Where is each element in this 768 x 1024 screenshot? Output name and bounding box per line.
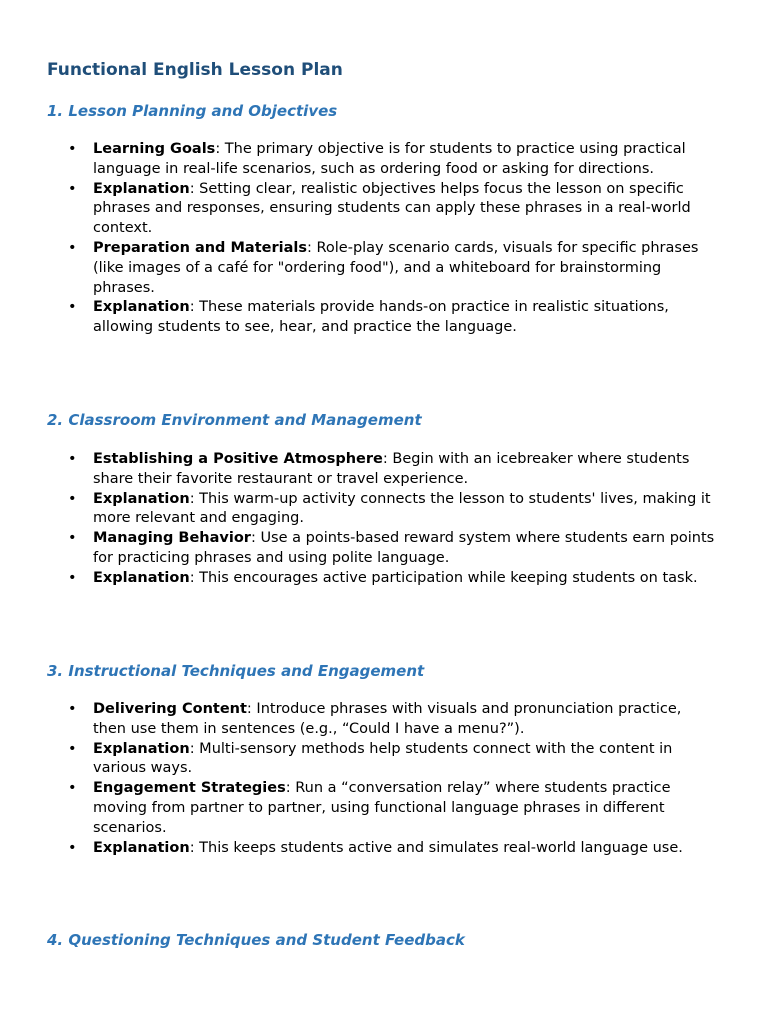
bullet-term: Establishing a Positive Atmosphere: [93, 451, 383, 467]
bullet-text: : This keeps students active and simulates real-world language use.: [189, 839, 683, 856]
bullet-term: Explanation: [93, 740, 190, 757]
bullet-term: Preparation and Materials: [93, 239, 307, 256]
bullet-text: : These materials provide hands-on practice in realistic situations, allowing students to see, hear, and practice the language.: [93, 299, 669, 336]
list-item: [47, 740, 717, 780]
bullet-term: Explanation: [93, 180, 190, 197]
bullet-text: : Setting clear, realistic objectives helps focus the lesson on specific phrases and responses, ensuring students can apply these phrases in a real-world context.: [93, 180, 691, 237]
bullet-icon: •: [68, 451, 77, 467]
section-list-instructional-techniques: [47, 700, 717, 858]
list-item: [47, 529, 717, 569]
document-title: Functional English Lesson Plan: [47, 60, 343, 80]
bullet-icon: •: [68, 530, 77, 547]
list-item: [47, 180, 717, 239]
list-item: [47, 239, 717, 298]
bullet-term: Engagement Strategies: [93, 780, 286, 797]
bullet-icon: •: [68, 239, 77, 256]
bullet-icon: •: [68, 701, 77, 717]
list-item: [47, 140, 717, 180]
section-heading-questioning-techniques: 4. Questioning Techniques and Student Feedback: [47, 931, 465, 949]
section-list-classroom-environment: [47, 450, 717, 589]
bullet-text: : Begin with an icebreaker where students share their favorite restaurant or travel experience.: [93, 451, 690, 487]
list-item: [47, 298, 717, 338]
section-heading-classroom-environment: 2. Classroom Environment and Management: [47, 411, 422, 429]
list-item: [47, 569, 717, 589]
section-heading-lesson-planning: 1. Lesson Planning and Objectives: [47, 102, 338, 120]
bullet-text: : Multi-sensory methods help students connect with the content in various ways.: [93, 740, 673, 777]
bullet-text: : Role-play scenario cards, visuals for specific phrases (like images of a café for "ordering food"), and a whiteboard for brainstorming phrases.: [93, 239, 699, 296]
bullet-text: : Run a “conversation relay” where students practice moving from partner to partner, using functional language phrases in different scenarios.: [93, 780, 671, 836]
list-item: [47, 700, 717, 740]
bullet-icon: •: [68, 780, 77, 797]
bullet-text: : The primary objective is for students to practice using practical language in real-life scenarios, such as ordering food or asking for directions.: [93, 141, 686, 177]
list-item: [47, 779, 717, 838]
bullet-term: Managing Behavior: [93, 530, 251, 547]
bullet-text: : This encourages active participation while keeping students on task.: [189, 569, 698, 586]
bullet-icon: •: [68, 141, 77, 157]
bullet-term: Learning Goals: [93, 141, 216, 157]
bullet-icon: •: [68, 180, 77, 197]
list-item: [47, 490, 717, 530]
bullet-text: : Use a points-based reward system where students earn points for practicing phrases and using polite language.: [93, 530, 715, 566]
list-item: [47, 839, 717, 859]
bullet-text: : Introduce phrases with visuals and pronunciation practice, then use them in sentences (e.g., “Could I have a menu?”).: [93, 701, 682, 737]
bullet-icon: •: [68, 299, 77, 316]
bullet-term: Explanation: [93, 839, 190, 856]
bullet-term: Delivering Content: [93, 701, 247, 717]
bullet-icon: •: [68, 490, 77, 507]
bullet-icon: •: [68, 740, 77, 757]
bullet-icon: •: [68, 569, 77, 586]
list-item: [47, 450, 717, 490]
bullet-icon: •: [68, 839, 77, 856]
bullet-term: Explanation: [93, 299, 190, 316]
bullet-term: Explanation: [93, 490, 190, 507]
section-list-lesson-planning: [47, 140, 717, 338]
bullet-text: : This warm-up activity connects the lesson to students' lives, making it more relevant and engaging.: [93, 490, 711, 527]
bullet-term: Explanation: [93, 569, 190, 586]
section-heading-instructional-techniques: 3. Instructional Techniques and Engagement: [47, 662, 425, 680]
